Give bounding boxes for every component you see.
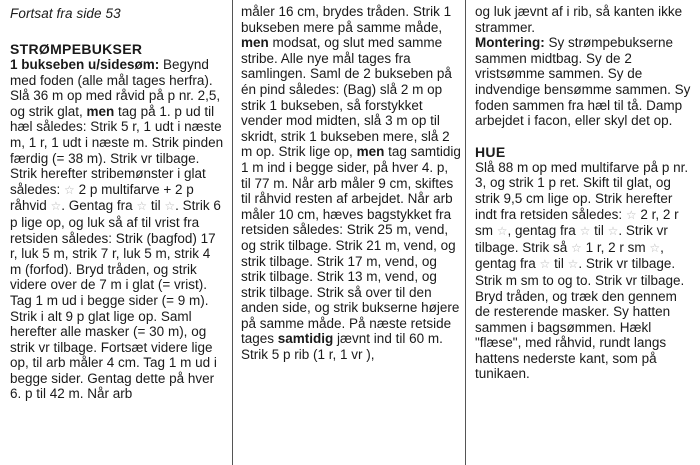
continued-from-note: Fortsat fra side 53 [10,6,121,21]
text-run: . Strik vr tilbage. Strik så [475,223,668,255]
text-run: modsat, og slut med samme stribe. Alle nye mål tages fra samlingen. Saml de 2 bukseben på én pind således: (Bag) slå 2 m op strik 1 bukseben, så forstykket vender mod midten, slå 3 m op til skridt, strik 1 bukseben mere, slå 2 m op. Strik lige op, [241,35,452,160]
pattern-text-body [241,4,461,363]
column-3 [475,4,695,382]
text-run: til [147,198,165,214]
star-icon: ☆ [625,207,637,222]
column-divider-1 [232,0,233,465]
text-run: . Strik 6 p lige op, og luk så af til vrist fra retsiden således: Strik (bagfod) 17 r, luk 5 m, strik 7 r, luk 5 m, strik 4 m (forfod). Bryd tråden, og strik videre over de 7 m i glat (= vrist). Tag 1 m ud i begge sider (= 9 m). Strik i alt 9 p glat lige op. Saml herefter alle masker (= 30 m), og strik vr tilbage. Fortsæt videre lige op, til arb måler 4 cm. Tag 1 m ud i begge sider. Gentag dette på hver 6. p til 42 m. Når arb [10,198,221,402]
text-run: jævnt ind til 60 m. Strik 5 p rib (1 r, 1 vr ), [241,331,443,363]
text-run: Begynd med foden (alle mål tages herfra). Slå 36 m op med råvid på p nr. 2,5, og strik glat, [10,57,221,119]
text-run: Slå 88 m op med multifarve på p nr. 3, og strik 1 p ret. Skift til glat, og strik 9,5 cm lige op. Strik herefter indt fra retsiden således: [475,159,689,222]
pattern-text-leg [10,57,224,402]
pattern-text-hat [475,160,695,382]
text-run: tag på 1. p ud til hæl således: Strik 5 r, 1 udt i næste m, 1 r, 1 udt i næste m. Strik pinden færdig (= 38 m). Strik vr tilbage. Strik herefter stribemønster i glat således: [10,103,224,197]
text-run: , gentag fra [507,223,580,239]
text-run: . Gentag fra [61,198,137,214]
star-icon: ☆ [64,182,75,197]
text-run: måler 16 cm, brydes tråden. Strik 1 bukseben mere på samme måde, [241,4,452,35]
section-title-hue: HUE [475,143,506,160]
star-icon: ☆ [136,199,148,214]
column-2 [241,4,461,363]
subheading-bukseben: 1 bukseben u/sidesøm: [10,57,160,72]
star-icon: ☆ [567,257,579,272]
text-run: til [550,256,568,272]
pattern-text-finish: og luk jævnt af i rib, så kanten ikke strammer. [475,4,683,35]
star-icon: ☆ [496,224,508,239]
text-run: 2 p multifarve + 2 p råhvid [10,181,194,214]
star-icon: ☆ [579,224,591,239]
star-icon: ☆ [539,257,551,272]
column-divider-2 [465,0,466,465]
star-icon: ☆ [164,199,176,214]
text-run: Sy strømpebukserne sammen midtbag. Sy de 2 vristsømme sammen. Sy de indvendige bensømme sammen. Sy foden sammen fra hæl til tå. Damp arbejdet i facon, eller skyl det op. [475,35,691,129]
star-icon: ☆ [649,240,661,255]
montering-label: Montering: [475,35,545,51]
text-run: tag samtidig 1 m ind i begge sider, på hver 4. p, til 77 m. Når arb måler 9 cm, skiftes til råhvid resten af arbejdet. Når arb måler 10 cm, hæves bagstykket fra retsiden således: Strik 25 m, vend, og strik tilbage. Strik 21 m, vend, og strik tilbage. Strik 17 m, vend, og strik tilbage. Strik 13 m, vend, og strik tilbage. Strik så over til den anden side, og strik bukserne højere på samme måde. På næste retside tages [241,144,461,347]
spacer [475,129,695,144]
section-title-strompebukser: STRØMPEBUKSER [10,41,143,57]
text-run: . Strik vr tilbage. Strik m sm to og to. Strik vr tilbage. Bryd tråden, og træk den gennem de resterende masker. Sy hatten sammen i bagsømmen. Hækl "flæse", med råhvid, rundt langs hattens nederste kant, som på tunikaen. [475,256,685,382]
text-run: , gentag fra [475,239,664,272]
emphasis-samtidig: samtidig [277,331,334,347]
star-icon: ☆ [50,199,62,214]
text-run: 1 r, 2 r sm [581,239,650,255]
montering-paragraph [475,35,695,129]
text-run: til [590,223,608,239]
star-icon: ☆ [571,240,582,255]
emphasis-men: men [356,144,385,160]
star-icon: ☆ [607,224,619,239]
emphasis-men: men [241,35,269,51]
column-1 [10,41,224,402]
text-run: 2 r, 2 r sm [475,206,679,239]
emphasis-men: men [86,103,115,119]
